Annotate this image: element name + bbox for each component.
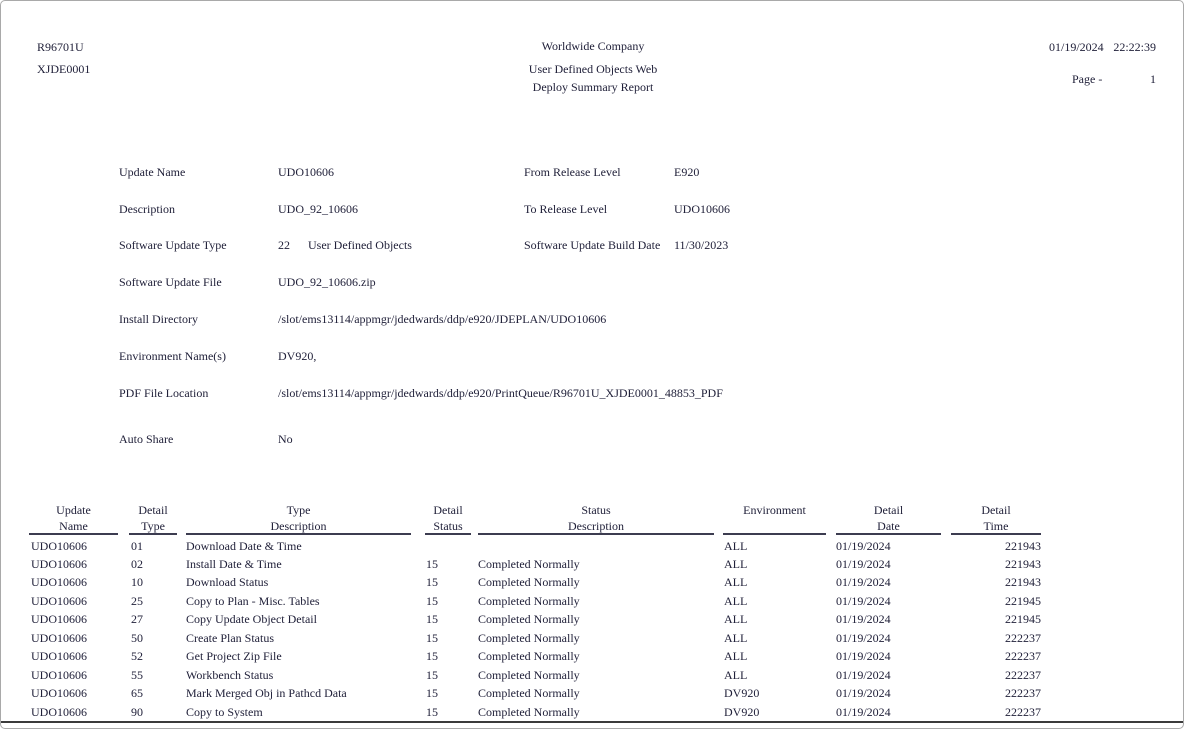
field-label: Description (119, 202, 175, 216)
cell-detail-date: 01/19/2024 (836, 612, 891, 626)
column-header-type-description (186, 502, 411, 535)
cell-status-description: Completed Normally (478, 668, 580, 682)
cell-type-description: Mark Merged Obj in Pathcd Data (186, 686, 347, 700)
table-row (1, 612, 1184, 631)
cell-detail-time: 221945 (1005, 594, 1041, 608)
cell-detail-date: 01/19/2024 (836, 649, 891, 663)
cell-detail-type: 10 (131, 575, 143, 589)
cell-type-description: Copy to Plan - Misc. Tables (186, 594, 320, 608)
cell-type-description: Workbench Status (186, 668, 274, 682)
cell-type-description: Download Status (186, 575, 269, 589)
cell-detail-time: 222237 (1005, 668, 1041, 682)
cell-status-description: Completed Normally (478, 594, 580, 608)
cell-detail-type: 01 (131, 539, 143, 553)
field-value: UDO_92_10606.zip (278, 275, 376, 289)
table-row (1, 631, 1184, 650)
table-row (1, 539, 1184, 558)
cell-type-description: Create Plan Status (186, 631, 274, 645)
cell-environment: DV920 (724, 686, 760, 700)
column-header-line2: Time (983, 519, 1009, 533)
cell-type-description: Install Date & Time (186, 557, 282, 571)
column-header-line1: Detail (981, 503, 1011, 517)
table-row (1, 649, 1184, 668)
report-title-line1: User Defined Objects Web (528, 62, 658, 76)
column-header-line2: Status (433, 519, 463, 533)
column-header-detail-type (129, 502, 177, 535)
cell-update-name: UDO10606 (31, 557, 87, 571)
cell-detail-time: 221943 (1005, 539, 1041, 553)
cell-status-description: Completed Normally (478, 705, 580, 719)
cell-detail-type: 65 (131, 686, 143, 700)
cell-update-name: UDO10606 (31, 649, 87, 663)
column-header-environment (723, 502, 826, 535)
cell-environment: ALL (724, 594, 748, 608)
cell-detail-time: 222237 (1005, 649, 1041, 663)
cell-type-description: Get Project Zip File (186, 649, 282, 663)
cell-detail-date: 01/19/2024 (836, 686, 891, 700)
cell-detail-date: 01/19/2024 (836, 705, 891, 719)
field-label: From Release Level (524, 165, 621, 179)
column-header-line2: Type (141, 519, 165, 533)
page-bottom-rule (1, 721, 1184, 723)
column-header-line2: Description (270, 519, 327, 533)
cell-status-description: Completed Normally (478, 612, 580, 626)
report-time: 22:22:39 (1113, 40, 1156, 54)
field-value: UDO10606 (674, 202, 730, 216)
cell-type-description: Copy Update Object Detail (186, 612, 317, 626)
cell-detail-status: 15 (426, 557, 438, 571)
cell-detail-status: 15 (426, 612, 438, 626)
cell-status-description: Completed Normally (478, 686, 580, 700)
page-number: 1 (1150, 72, 1156, 86)
cell-detail-type: 55 (131, 668, 143, 682)
page-label: Page - (1072, 72, 1103, 86)
column-header-line1: Detail (138, 503, 168, 517)
cell-status-description: Completed Normally (478, 575, 580, 589)
cell-detail-date: 01/19/2024 (836, 631, 891, 645)
cell-detail-time: 222237 (1005, 705, 1041, 719)
cell-status-description: Completed Normally (478, 631, 580, 645)
field-label: PDF File Location (119, 386, 209, 400)
table-row (1, 575, 1184, 594)
column-header-line1: Detail (873, 503, 904, 517)
cell-update-name: UDO10606 (31, 686, 87, 700)
column-header-line1: Type (286, 503, 311, 517)
cell-detail-type: 25 (131, 594, 143, 608)
cell-update-name: UDO10606 (31, 575, 87, 589)
cell-detail-date: 01/19/2024 (836, 557, 891, 571)
cell-environment: ALL (724, 557, 748, 571)
cell-detail-time: 222237 (1005, 631, 1041, 645)
cell-detail-type: 50 (131, 631, 143, 645)
cell-detail-time: 222237 (1005, 686, 1041, 700)
report-date: 01/19/2024 (1049, 40, 1104, 54)
cell-update-name: UDO10606 (31, 705, 87, 719)
cell-detail-status: 15 (426, 668, 438, 682)
field-value-code: 22 (278, 238, 290, 252)
column-header-line2: Date (877, 519, 900, 533)
column-header-line2: Name (59, 519, 88, 533)
column-header-update-name (29, 502, 118, 535)
field-label: Software Update Type (119, 238, 227, 252)
cell-detail-date: 01/19/2024 (836, 539, 891, 553)
cell-status-description: Completed Normally (478, 649, 580, 663)
field-label: To Release Level (524, 202, 608, 216)
cell-detail-status: 15 (426, 594, 438, 608)
report-program-id: R96701U (37, 40, 84, 54)
cell-type-description: Download Date & Time (186, 539, 302, 553)
cell-detail-type: 52 (131, 649, 143, 663)
field-label: Software Update File (119, 275, 222, 289)
cell-detail-status: 15 (426, 631, 438, 645)
cell-detail-date: 01/19/2024 (836, 668, 891, 682)
field-label: Install Directory (119, 312, 198, 326)
column-header-detail-status (425, 502, 471, 535)
column-header-detail-date (836, 502, 941, 535)
cell-detail-time: 221945 (1005, 612, 1041, 626)
cell-detail-status: 15 (426, 649, 438, 663)
cell-detail-time: 221943 (1005, 557, 1041, 571)
field-label: Software Update Build Date (524, 238, 661, 252)
field-label: Environment Name(s) (119, 349, 226, 363)
cell-detail-type: 02 (131, 557, 143, 571)
field-value: No (278, 432, 293, 446)
table-row (1, 557, 1184, 576)
cell-environment: ALL (724, 612, 748, 626)
field-value: /slot/ems13114/appmgr/jdedwards/ddp/e920/PrintQueue/R96701U_XJDE0001_48853_PDF (278, 386, 723, 400)
cell-environment: ALL (724, 668, 748, 682)
field-value: E920 (674, 165, 700, 179)
cell-detail-status: 15 (426, 705, 438, 719)
cell-type-description: Copy to System (186, 705, 263, 719)
report-title-line2: Deploy Summary Report (532, 80, 654, 94)
cell-update-name: UDO10606 (31, 539, 87, 553)
cell-detail-status: 15 (426, 575, 438, 589)
report-version-id: XJDE0001 (37, 62, 91, 76)
column-header-line1: Environment (743, 503, 806, 517)
field-value: DV920, (278, 349, 317, 363)
cell-environment: ALL (724, 575, 748, 589)
field-value: UDO_92_10606 (278, 202, 358, 216)
column-header-detail-time (951, 502, 1041, 535)
cell-environment: DV920 (724, 705, 760, 719)
cell-detail-date: 01/19/2024 (836, 594, 891, 608)
column-header-line1: Update (56, 503, 91, 517)
table-row (1, 668, 1184, 687)
field-value: UDO10606 (278, 165, 334, 179)
cell-detail-time: 221943 (1005, 575, 1041, 589)
cell-environment: ALL (724, 539, 748, 553)
cell-detail-type: 90 (131, 705, 143, 719)
table-row (1, 686, 1184, 705)
cell-update-name: UDO10606 (31, 594, 87, 608)
cell-update-name: UDO10606 (31, 668, 87, 682)
cell-detail-date: 01/19/2024 (836, 575, 891, 589)
cell-status-description: Completed Normally (478, 557, 580, 571)
column-header-line2: Description (568, 519, 624, 533)
field-label: Update Name (119, 165, 186, 179)
cell-update-name: UDO10606 (31, 631, 87, 645)
cell-detail-type: 27 (131, 612, 143, 626)
field-value: /slot/ems13114/appmgr/jdedwards/ddp/e920/JDEPLAN/UDO10606 (278, 312, 607, 326)
cell-detail-status: 15 (426, 686, 438, 700)
field-value: 11/30/2023 (674, 238, 729, 252)
cell-update-name: UDO10606 (31, 612, 87, 626)
field-value-text: User Defined Objects (308, 238, 412, 252)
cell-environment: ALL (724, 649, 748, 663)
cell-environment: ALL (724, 631, 748, 645)
table-row (1, 594, 1184, 613)
column-header-line1: Status (581, 503, 611, 517)
column-header-status-description (478, 502, 714, 535)
column-header-line2 (723, 518, 826, 534)
column-header-line1: Detail (433, 503, 463, 517)
company-name: Worldwide Company (541, 39, 645, 53)
field-label: Auto Share (119, 432, 174, 446)
